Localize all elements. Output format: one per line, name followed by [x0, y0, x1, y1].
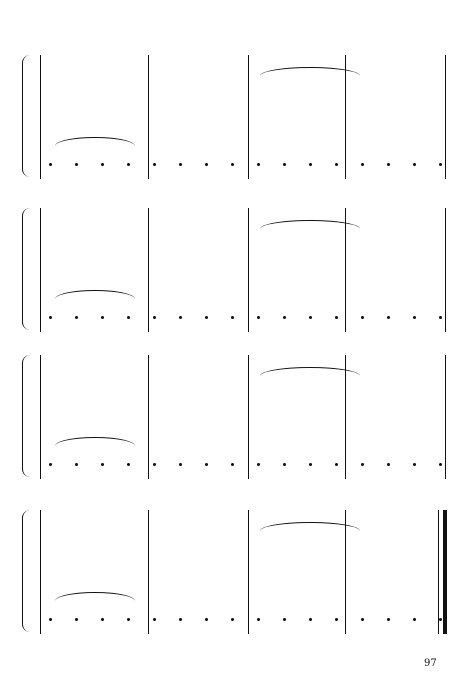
octave-dot: [101, 316, 104, 319]
octave-dot: [127, 463, 130, 466]
barline: [40, 510, 41, 634]
octave-dot: [127, 316, 130, 319]
octave-dot: [361, 316, 364, 319]
octave-dot: [283, 463, 286, 466]
octave-dot: [205, 316, 208, 319]
barline: [148, 510, 149, 634]
octave-dot: [153, 316, 156, 319]
octave-dot: [101, 618, 104, 621]
octave-dot: [361, 163, 364, 166]
octave-dot: [153, 618, 156, 621]
octave-dot: [335, 463, 338, 466]
system-brace: [22, 510, 33, 632]
page-number: 97: [424, 658, 437, 669]
system-brace: [22, 55, 33, 177]
octave-dot: [179, 316, 182, 319]
octave-dot: [335, 316, 338, 319]
octave-dot: [309, 316, 312, 319]
barline: [40, 208, 41, 332]
octave-dot: [75, 463, 78, 466]
barline: [248, 55, 249, 179]
final-barline-thin: [438, 510, 439, 634]
octave-dot: [413, 463, 416, 466]
octave-dot: [231, 316, 234, 319]
octave-dot: [309, 618, 312, 621]
octave-dot: [75, 618, 78, 621]
octave-dot: [413, 316, 416, 319]
barline: [148, 55, 149, 179]
barline: [248, 510, 249, 634]
octave-dot: [413, 618, 416, 621]
octave-dot: [231, 618, 234, 621]
octave-dot: [335, 163, 338, 166]
octave-dot: [361, 463, 364, 466]
barline: [40, 355, 41, 479]
octave-dot: [127, 618, 130, 621]
barline: [445, 355, 446, 479]
octave-dot: [387, 316, 390, 319]
octave-dot: [231, 463, 234, 466]
barline: [148, 355, 149, 479]
octave-dot: [283, 316, 286, 319]
octave-dot: [439, 618, 442, 621]
octave-dot: [205, 163, 208, 166]
octave-dot: [205, 463, 208, 466]
octave-dot: [179, 463, 182, 466]
octave-dot: [283, 163, 286, 166]
octave-dot: [49, 316, 52, 319]
barline: [40, 55, 41, 179]
octave-dot: [413, 163, 416, 166]
octave-dot: [179, 618, 182, 621]
octave-dot: [439, 316, 442, 319]
system-brace: [22, 208, 33, 330]
octave-dot: [127, 163, 130, 166]
barline: [148, 208, 149, 332]
octave-dot: [75, 316, 78, 319]
barline: [445, 55, 446, 179]
octave-dot: [153, 163, 156, 166]
octave-dot: [179, 163, 182, 166]
octave-dot: [257, 463, 260, 466]
octave-dot: [387, 618, 390, 621]
tie-slur: [55, 137, 135, 146]
tie-slur: [55, 437, 135, 446]
octave-dot: [361, 618, 364, 621]
octave-dot: [49, 463, 52, 466]
octave-dot: [309, 163, 312, 166]
octave-dot: [283, 618, 286, 621]
octave-dot: [205, 618, 208, 621]
octave-dot: [335, 618, 338, 621]
barline: [248, 208, 249, 332]
tie-slur: [55, 290, 135, 299]
barline: [248, 355, 249, 479]
octave-dot: [75, 163, 78, 166]
octave-dot: [257, 316, 260, 319]
octave-dot: [387, 163, 390, 166]
octave-dot: [49, 163, 52, 166]
octave-dot: [257, 618, 260, 621]
barline: [445, 208, 446, 332]
octave-dot: [101, 163, 104, 166]
octave-dot: [257, 163, 260, 166]
octave-dot: [153, 463, 156, 466]
tie-slur: [55, 592, 135, 601]
octave-dot: [387, 463, 390, 466]
octave-dot: [439, 163, 442, 166]
system-brace: [22, 355, 33, 477]
octave-dot: [231, 163, 234, 166]
octave-dot: [49, 618, 52, 621]
octave-dot: [439, 463, 442, 466]
final-barline-thick: [443, 510, 447, 634]
octave-dot: [101, 463, 104, 466]
octave-dot: [309, 463, 312, 466]
